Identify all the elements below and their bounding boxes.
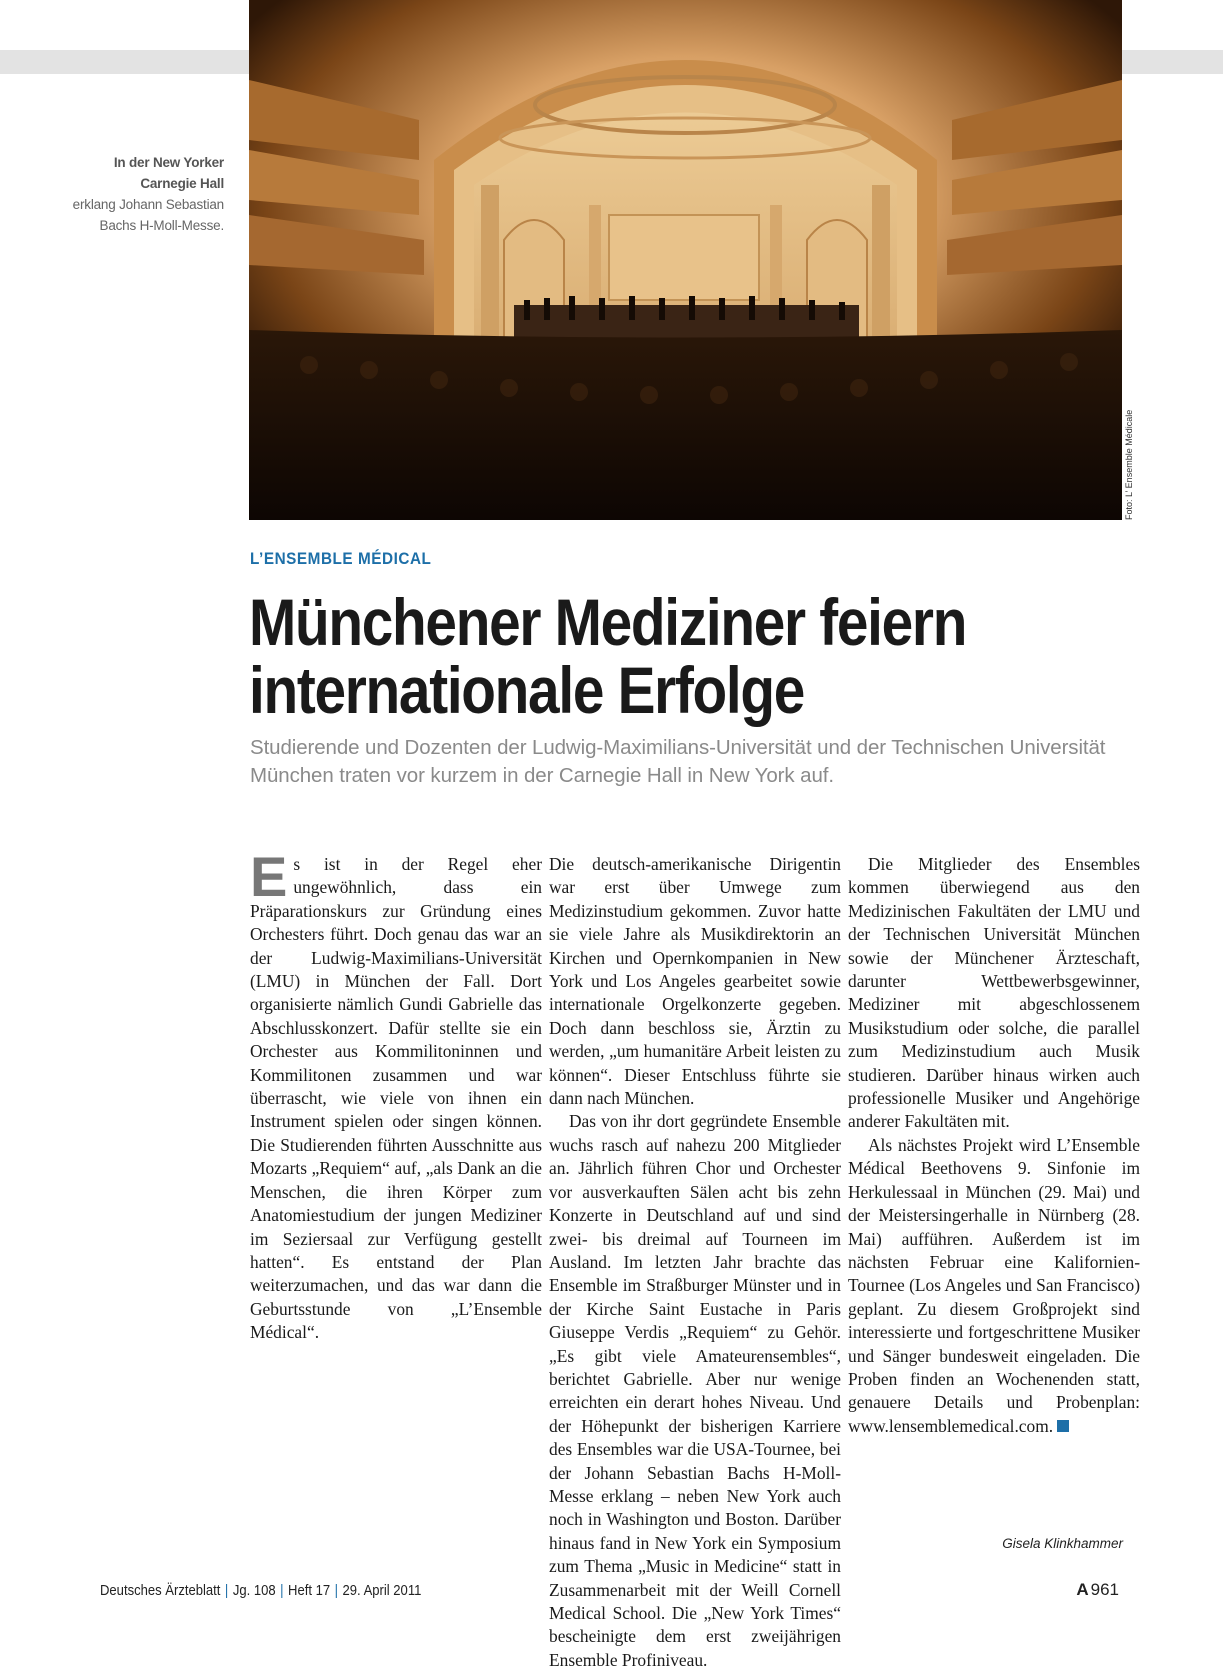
paragraph-2: Die deutsch-amerikanische Dirigentin war erst über Umwege zum Medizinstudium gekommen. Zuvor hatte sie viele Jahre als Musikdirektorin an Kirchen und Opernkompanien in New York und Los Angeles gearbeitet sowie internationale Orgelkonzerte gegeben. Doch dann beschloss sie, Ärztin zu werden, „um humanitäre Arbeit leisten zu können“. Dieser Entschluss führte sie dann nach München. bbox=[549, 854, 841, 1109]
photo-caption bbox=[64, 152, 224, 236]
footer-date: 29. April 2011 bbox=[342, 1583, 422, 1599]
paragraph-4: Die Mitglieder des Ensembles kommen überwiegend aus den Medizinischen Fakultäten der LMU und der Technischen Universität München sowie der Münchener Ärzteschaft, darunter Wettbewerbsgewinner, Mediziner mit abgeschlossenem Musikstudium oder solche, die parallel zum Medizinstudium auch Musik studieren. Darüber hinaus wirken auch professionelle Musiker und Angehörige anderer Fakultäten mit. bbox=[848, 854, 1140, 1132]
headline-line-1: Münchener Mediziner feiern bbox=[249, 585, 967, 659]
page-prefix: A bbox=[1076, 1580, 1089, 1599]
headline-line-2: internationale Erfolge bbox=[249, 653, 805, 727]
end-mark-square-icon bbox=[1057, 1420, 1069, 1432]
article-headline bbox=[249, 585, 1075, 727]
caption-bold: In der New Yorker Carnegie Hall bbox=[113, 155, 224, 191]
article-author: Gisela Klinkhammer bbox=[1002, 1536, 1123, 1551]
paragraph-3: Das von ihr dort gegründete Ensemble wuchs rasch auf nahezu 200 Mitglieder an. Jährlich führen Chor und Orchester vor ausverkauften Sälen acht bis zehn Konzerte in Deutschland auf und sind zwei- bis dreimal auf Tourneen im Ausland. Im letzten Jahr brachte das Ensemble im Straßburger Münster und in der Kirche Saint Eustache in Paris Giuseppe Verdis „Requiem“ zu Gehör. „Es gibt viele Amateurensembles“, berichtet Gabrielle. Aber nur wenige erreichten ein derart hohes Niveau. Und der Höhepunkt der bisherigen Karriere des Ensembles war die USA-Tournee, bei der Johann Sebastian Bachs H-Moll-Messe erklang – neben New York auch noch in Washington und Boston. Darüber hinaus fand in New York ein Symposium zum Thema „Music in Medicine“ statt in Zusammenarbeit mit der Weill Cornell Medical School. Die „New York Times“ bescheinigte dem erst zweijährigen Ensemble Profiniveau. bbox=[549, 1111, 841, 1670]
footer-volume: Jg. 108 bbox=[232, 1583, 276, 1599]
footer-publication: Deutsches Ärzteblatt bbox=[100, 1583, 221, 1599]
paragraph-5-text: Als nächstes Projekt wird L’Ensemble Médical Beethovens 9. Sinfonie im Herkulessaal in München (29. Mai) und der Meistersingerhalle in Nürnberg (28. Mai) aufführen. Außerdem ist im nächsten Februar eine Kalifornien-Tournee (Los Angeles und San Francisco) geplant. Zu diesem Großprojekt sind interessierte und fortgeschrittene Musiker und Sänger bundesweit eingeladen. Die Proben finden an Wochenenden statt, genauere Details und Probenplan: www.lensemblemedical.com. bbox=[848, 1134, 1140, 1436]
paragraph-1-text: s ist in der Regel eher ungewöhnlich, dass ein Präparationskurs zur Gründung eines Orchesters führt. Doch genau das war an der Ludwig-Maximilians-Universität (LMU) in München der Fall. Dort organisierte nämlich Gundi Gabrielle das Abschlusskonzert. Dafür stellte sie ein Orchester aus Kommilitoninnen und Kommilitonen zusammen und war überrascht, wie viele von ihnen ein Instrument spielen oder singen können. Die Studierenden führten Ausschnitte aus Mozarts „Requiem“ auf, „als Dank an die Menschen, die ihren Körper zum Anatomiestudium der jungen Mediziner im Seziersaal zur Verfügung gestellt hatten“. Es entstand der Plan weiterzumachen, und das war dann die Geburtsstunde von „L’Ensemble Médical“. bbox=[250, 854, 542, 1343]
paragraph-5 bbox=[848, 1134, 1140, 1438]
paragraph-1 bbox=[250, 845, 542, 1345]
article-column-2 bbox=[549, 853, 841, 1672]
article-column-1 bbox=[250, 845, 542, 1345]
caption-text: erklang Johann Sebastian Bachs H-Moll-Messe. bbox=[72, 197, 224, 233]
article-lead: Studierende und Dozenten der Ludwig-Maximilians-Universität und der Technischen Universität München traten vor kurzem in der Carnegie Hall in New York auf. bbox=[250, 736, 1106, 787]
photo-credit: Foto: L’ Ensemble Médicale bbox=[1124, 409, 1134, 520]
page-number bbox=[1076, 1580, 1119, 1600]
page-number-value: 961 bbox=[1090, 1580, 1119, 1599]
article-kicker: L’ENSEMBLE MÉDICAL bbox=[250, 549, 432, 568]
page-footer: Deutsches Ärzteblatt | Jg. 108 | Heft 17 | 29. April 2011 bbox=[100, 1583, 422, 1599]
article-column-3 bbox=[848, 853, 1140, 1438]
footer-issue: Heft 17 bbox=[288, 1583, 331, 1599]
concert-hall-photo bbox=[249, 0, 1122, 520]
dropcap: E bbox=[250, 845, 288, 908]
